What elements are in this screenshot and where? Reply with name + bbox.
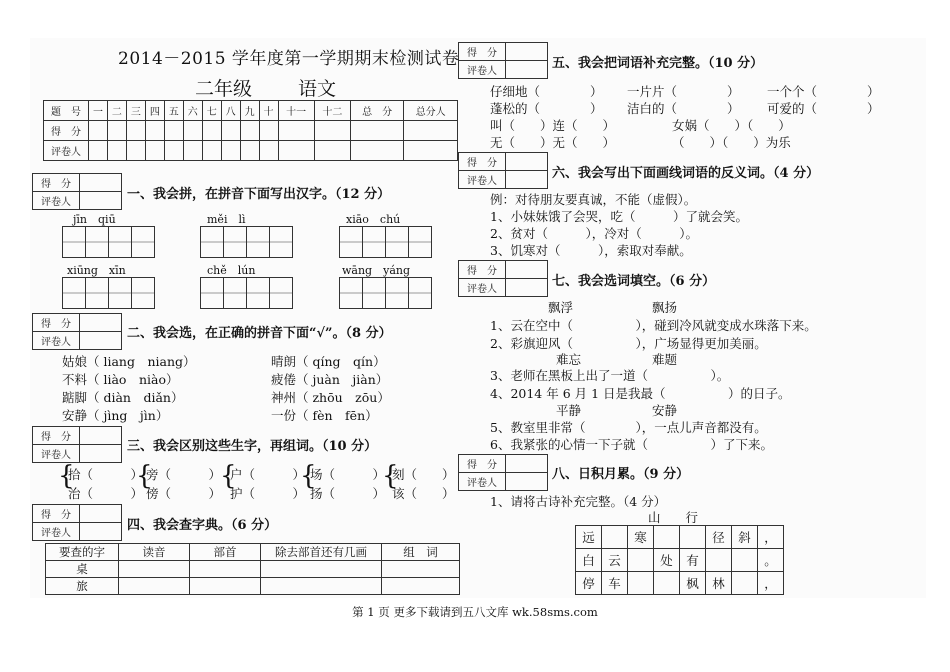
poem-char: 有 xyxy=(680,549,706,572)
pinyin-label: xiāo chú xyxy=(346,213,401,226)
section-4-title: 四、我会查字典。（6 分） xyxy=(127,518,278,533)
col-header: 读音 xyxy=(119,544,190,561)
choice-word: 飘浮 xyxy=(548,300,574,315)
answer-cell[interactable] xyxy=(119,578,190,595)
table-row xyxy=(46,578,460,595)
exam-subtitle xyxy=(195,74,382,101)
score-cell[interactable] xyxy=(278,141,314,161)
brace-icon: { xyxy=(58,461,75,491)
word-build-item[interactable]: 扬（ ） xyxy=(310,486,386,501)
score-cell[interactable] xyxy=(107,121,126,141)
poem-char: ， xyxy=(758,572,784,595)
score-label: 得 分 xyxy=(459,455,506,473)
fill-sentence[interactable]: 4、2014 年 6 月 1 日是我最（ ）的日子。 xyxy=(490,386,791,401)
pinyin-label: měi lì xyxy=(207,213,246,226)
exam-title: 2014－2015 学年度第一学期期末检测试卷 xyxy=(118,49,460,69)
score-table-header-cell: 五 xyxy=(164,101,183,121)
score-cell[interactable] xyxy=(164,121,183,141)
pinyin-choice[interactable]: 踮脚（ diàn diǎn） xyxy=(62,390,184,405)
score-table-header-cell: 三 xyxy=(126,101,145,121)
poem-blank-cell[interactable] xyxy=(732,549,758,572)
grader-label: 评卷人 xyxy=(459,171,506,189)
score-table-header xyxy=(44,101,458,121)
grader-cell[interactable] xyxy=(506,171,548,189)
overall-score-table xyxy=(43,100,458,161)
score-label: 得 分 xyxy=(33,174,80,192)
poem-char: 处 xyxy=(654,549,680,572)
word-build-item[interactable]: 拾（ ） xyxy=(68,467,144,482)
grader-label: 评卷人 xyxy=(459,279,506,297)
grader-label: 评卷人 xyxy=(33,523,80,541)
grader-cell[interactable] xyxy=(506,473,548,491)
poem-blank-cell[interactable] xyxy=(706,549,732,572)
score-cell[interactable] xyxy=(278,121,314,141)
pinyin-choice[interactable]: 不料（ liào niào） xyxy=(62,372,179,387)
fill-sentence[interactable]: 6、我紧张的心情一下子就（ ）了下来。 xyxy=(490,437,773,452)
score-table-header-cell: 九 xyxy=(240,101,259,121)
col-header: 组 词 xyxy=(382,544,460,561)
score-table-header-cell: 十一 xyxy=(278,101,314,121)
grader-label: 评卷人 xyxy=(459,473,506,491)
poem-blank-cell[interactable] xyxy=(680,526,706,549)
section-3-title: 三、我会区别这些生字，再组词。（10 分） xyxy=(127,439,378,454)
writing-grid[interactable] xyxy=(62,226,155,258)
writing-grid[interactable] xyxy=(200,277,293,309)
pinyin-label: wāng yáng xyxy=(342,264,410,277)
section-score-box xyxy=(32,504,122,541)
writing-grid[interactable] xyxy=(339,226,432,258)
poem-blank-cell[interactable] xyxy=(628,549,654,572)
grader-label: 评卷人 xyxy=(459,61,506,79)
choice-word: 飘扬 xyxy=(652,300,678,315)
section-2-title: 二、我会选，在正确的拼音下面“√”。（8 分） xyxy=(127,326,392,341)
writing-grid[interactable] xyxy=(200,226,293,258)
score-table-header-cell: 四 xyxy=(145,101,164,121)
score-cell[interactable] xyxy=(506,261,548,279)
score-cell[interactable] xyxy=(221,121,240,141)
writing-grid[interactable] xyxy=(62,277,155,309)
poem-char: 远 xyxy=(576,526,602,549)
brace-icon: { xyxy=(300,461,317,491)
score-cell[interactable] xyxy=(202,141,221,161)
score-label: 得 分 xyxy=(459,261,506,279)
word-build-item[interactable]: 户（ ） xyxy=(230,467,306,482)
score-label: 得 分 xyxy=(33,427,80,445)
fill-blank[interactable]: 一片片（ ） xyxy=(627,84,740,99)
page-footer: 第 1 页 更多下载请到五八文库 wk.58sms.com xyxy=(352,605,598,619)
antonym-line[interactable]: 2、贫对（ ），冷对（ ）。 xyxy=(490,226,698,241)
score-cell[interactable] xyxy=(259,141,278,161)
score-table-header-cell: 总 分 xyxy=(350,101,403,121)
score-table-header-cell: 十 xyxy=(259,101,278,121)
score-table-header-cell: 七 xyxy=(202,101,221,121)
score-table-row xyxy=(44,141,458,161)
section-score-box xyxy=(458,454,548,491)
poem-char: 停 xyxy=(576,572,602,595)
poem-grid xyxy=(575,525,784,595)
fill-blank[interactable]: 蓬松的（ ） xyxy=(490,101,603,116)
score-table-header-cell: 题 号 xyxy=(44,101,89,121)
pinyin-choice[interactable]: 姑娘（ liang niang） xyxy=(62,354,196,369)
col-header: 部首 xyxy=(190,544,261,561)
fill-sentence[interactable]: 5、教室里非常（ ），一点儿声音都没有。 xyxy=(490,420,767,435)
score-label: 得 分 xyxy=(459,43,506,61)
table-row xyxy=(46,561,460,578)
choice-word: 安静 xyxy=(652,403,678,418)
score-cell[interactable] xyxy=(404,141,458,161)
score-cell[interactable] xyxy=(80,505,122,523)
score-cell[interactable] xyxy=(183,121,202,141)
word-build-item[interactable]: 刻（ ） xyxy=(392,467,455,482)
fill-blank[interactable]: 女娲（ ）（ ） xyxy=(672,118,791,133)
score-label: 得 分 xyxy=(459,153,506,171)
lookup-char: 旅 xyxy=(46,578,119,595)
poem-char: 车 xyxy=(602,572,628,595)
poem-char: 云 xyxy=(602,549,628,572)
antonym-line[interactable]: 1、小妹妹饿了会哭，吃（ ）了就会笑。 xyxy=(490,209,748,224)
answer-cell[interactable] xyxy=(382,561,460,578)
col-header: 要查的字 xyxy=(46,544,119,561)
score-cell[interactable] xyxy=(202,121,221,141)
word-build-item[interactable]: 场（ ） xyxy=(310,467,386,482)
score-cell[interactable] xyxy=(183,141,202,161)
poem-row xyxy=(576,526,784,549)
pinyin-label: xiūng xīn xyxy=(67,264,126,277)
word-build-item[interactable]: 该（ ） xyxy=(392,486,455,501)
pinyin-label: chě lún xyxy=(207,264,256,277)
score-cell[interactable] xyxy=(404,121,458,141)
score-cell[interactable] xyxy=(506,455,548,473)
fill-sentence[interactable]: 2、彩旗迎风（ ），广场显得更加美丽。 xyxy=(490,336,767,351)
poem-blank-cell[interactable] xyxy=(628,572,654,595)
poem-char: 枫 xyxy=(680,572,706,595)
section-score-box xyxy=(458,152,548,189)
fill-sentence[interactable]: 3、老师在黑板上出了一道（ ）。 xyxy=(490,368,730,383)
brace-icon: { xyxy=(136,461,153,491)
score-cell[interactable] xyxy=(89,121,108,141)
section-1-title: 一、我会拼，在拼音下面写出汉字。（12 分） xyxy=(127,187,391,202)
fill-blank[interactable]: 洁白的（ ） xyxy=(627,101,740,116)
poem-blank-cell[interactable] xyxy=(654,526,680,549)
pinyin-choice[interactable]: 一份（ fèn fēn） xyxy=(271,408,378,423)
section-5-title: 五、我会把词语补充完整。（10 分） xyxy=(552,56,764,71)
poem-row xyxy=(576,572,784,595)
poem-char: 。 xyxy=(758,549,784,572)
score-label: 得 分 xyxy=(33,314,80,332)
section-score-box xyxy=(458,260,548,297)
score-cell[interactable] xyxy=(80,314,122,332)
pinyin-choice[interactable]: 晴朗（ qíng qín） xyxy=(271,354,386,369)
score-cell[interactable] xyxy=(89,141,108,161)
pinyin-choice[interactable]: 神州（ zhōu zōu） xyxy=(271,390,390,405)
subject-label: 语文 xyxy=(298,78,337,100)
score-cell[interactable] xyxy=(145,121,164,141)
section-6-title: 六、我会写出下面画线词语的反义词。（4 分） xyxy=(552,166,820,181)
answer-cell[interactable] xyxy=(190,561,261,578)
score-cell[interactable] xyxy=(126,141,145,161)
col-header: 除去部首还有几画 xyxy=(261,544,382,561)
fill-blank[interactable]: 叫（ ）连（ ） xyxy=(490,118,616,133)
writing-grid[interactable] xyxy=(339,277,432,309)
score-row-label: 评卷人 xyxy=(44,141,89,161)
brace-icon: { xyxy=(220,461,237,491)
section-score-box xyxy=(32,313,122,350)
section-8-title: 八、日积月累。（9 分） xyxy=(552,467,690,482)
grader-label: 评卷人 xyxy=(33,192,80,210)
choice-word: 平静 xyxy=(556,403,582,418)
fill-blank[interactable]: 无（ ）无（ ） xyxy=(490,135,616,150)
score-cell[interactable] xyxy=(350,141,403,161)
section-7-title: 七、我会选词填空。（6 分） xyxy=(552,274,716,289)
poem-char: 斜 xyxy=(732,526,758,549)
score-cell[interactable] xyxy=(314,121,350,141)
score-cell[interactable] xyxy=(107,141,126,161)
score-cell[interactable] xyxy=(350,121,403,141)
answer-cell[interactable] xyxy=(190,578,261,595)
pinyin-choice[interactable]: 疲倦（ juàn jiàn） xyxy=(271,372,389,387)
score-table-header-cell: 一 xyxy=(89,101,108,121)
subquestion: 1、请将古诗补充完整。（4 分） xyxy=(490,494,667,509)
grader-label: 评卷人 xyxy=(33,445,80,463)
brace-icon: { xyxy=(382,461,399,491)
score-cell[interactable] xyxy=(221,141,240,161)
grader-cell[interactable] xyxy=(80,192,122,210)
score-cell[interactable] xyxy=(506,153,548,171)
score-cell[interactable] xyxy=(80,427,122,445)
fill-sentence[interactable]: 1、云在空中（ ），碰到冷风就变成水珠落下来。 xyxy=(490,318,817,333)
pinyin-label: jīn qiū xyxy=(73,213,116,226)
score-cell[interactable] xyxy=(164,141,183,161)
section-score-box xyxy=(32,426,122,463)
poem-char: 林 xyxy=(706,572,732,595)
lookup-char: 桌 xyxy=(46,561,119,578)
dictionary-header xyxy=(46,544,460,561)
choice-word: 难题 xyxy=(652,352,678,367)
score-cell[interactable] xyxy=(80,174,122,192)
score-table-header-cell: 十二 xyxy=(314,101,350,121)
word-build-item[interactable]: 治（ ） xyxy=(68,486,144,501)
word-build-item[interactable]: 护（ ） xyxy=(230,486,306,501)
score-cell[interactable] xyxy=(240,121,259,141)
score-table-row xyxy=(44,121,458,141)
grader-label: 评卷人 xyxy=(33,332,80,350)
score-row-label: 得 分 xyxy=(44,121,89,141)
poem-char: 径 xyxy=(706,526,732,549)
dictionary-table xyxy=(45,543,460,595)
score-table-header-cell: 六 xyxy=(183,101,202,121)
score-label: 得 分 xyxy=(33,505,80,523)
score-cell[interactable] xyxy=(506,43,548,61)
antonym-line[interactable]: 3、饥寒对（ ），索取对奉献。 xyxy=(490,243,692,258)
answer-cell[interactable] xyxy=(382,578,460,595)
answer-cell[interactable] xyxy=(261,578,382,595)
grader-cell[interactable] xyxy=(506,61,548,79)
poem-blank-cell[interactable] xyxy=(732,572,758,595)
word-build-item[interactable]: 傍（ ） xyxy=(146,486,222,501)
score-table-header-cell: 二 xyxy=(107,101,126,121)
poem-blank-cell[interactable] xyxy=(602,526,628,549)
poem-title: 山 行 xyxy=(648,510,699,525)
section-score-box xyxy=(32,173,122,210)
poem-row xyxy=(576,549,784,572)
fill-blank[interactable]: 可爱的（ ） xyxy=(767,101,880,116)
answer-cell[interactable] xyxy=(261,561,382,578)
score-table-header-cell: 总分人 xyxy=(404,101,458,121)
poem-char: 寒 xyxy=(628,526,654,549)
poem-blank-cell[interactable] xyxy=(654,572,680,595)
score-cell[interactable] xyxy=(314,141,350,161)
grader-cell[interactable] xyxy=(80,523,122,541)
grade-label: 二年级 xyxy=(195,78,253,100)
choice-word: 难忘 xyxy=(556,352,582,367)
grader-cell[interactable] xyxy=(80,332,122,350)
poem-char: 白 xyxy=(576,549,602,572)
score-cell[interactable] xyxy=(145,141,164,161)
pinyin-choice[interactable]: 安静（ jìng jìn） xyxy=(62,408,169,423)
score-table-header-cell: 八 xyxy=(221,101,240,121)
antonym-line: 例：对待朋友要真诚，不能（虚假）。 xyxy=(490,192,697,207)
score-cell[interactable] xyxy=(259,121,278,141)
section-score-box xyxy=(458,42,548,79)
answer-cell[interactable] xyxy=(119,561,190,578)
poem-char: ， xyxy=(758,526,784,549)
fill-blank[interactable]: （ ）（ ）为乐 xyxy=(672,135,791,150)
fill-blank[interactable]: 仔细地（ ） xyxy=(490,84,603,99)
fill-blank[interactable]: 一个个（ ） xyxy=(767,84,880,99)
score-cell[interactable] xyxy=(126,121,145,141)
word-build-item[interactable]: 旁（ ） xyxy=(146,467,222,482)
grader-cell[interactable] xyxy=(80,445,122,463)
grader-cell[interactable] xyxy=(506,279,548,297)
score-cell[interactable] xyxy=(240,141,259,161)
